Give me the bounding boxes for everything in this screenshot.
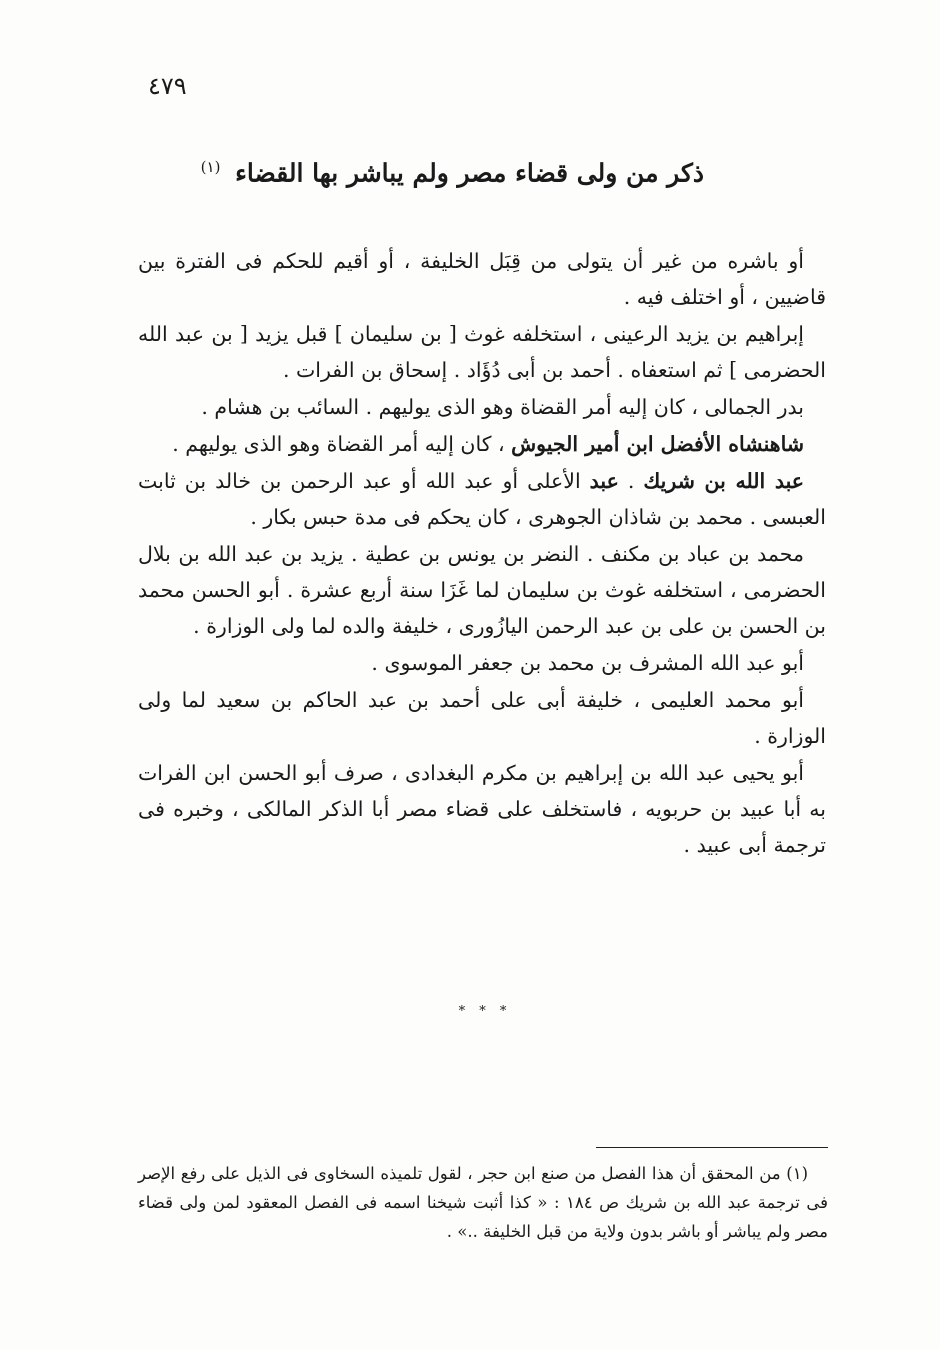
- page-number: ٤٧٩: [148, 72, 187, 100]
- text-run: إبراهيم بن يزيد الرعينى ، استخلفه غوث [ بن سليمان ] قبل يزيد [ بن عبد الله الحضرمى ] ثم استعفاه . أحمد بن أبى دُؤَاد . إسحاق بن الفرات .: [138, 322, 826, 382]
- text-run: ، كان إليه أمر القضاة وهو الذى يوليهم .: [172, 432, 512, 456]
- text-run: بدر الجمالى ، كان إليه أمر القضاة وهو الذى يوليهم . السائب بن هشام .: [201, 395, 804, 419]
- text-run: أبو عبد الله المشرف بن محمد بن جعفر الموسوى .: [371, 651, 804, 675]
- body-paragraph: [138, 389, 826, 425]
- chapter-heading: [201, 158, 704, 187]
- footnote-text: (١) من المحقق أن هذا الفصل من صنع ابن حجر ، لقول تلميذه السخاوى فى الذيل على رفع الإصر فى ترجمة عبد الله بن شريك ص ١٨٤ : « كذا أثبت شيخنا اسمه فى الفصل المعقود لمن ولى قضاء مصر ولم يباشر أو باشر بدون ولاية من قبل الخليفة ..» .: [138, 1164, 828, 1241]
- bold-name-run: عبد الله بن شريك: [643, 469, 804, 493]
- body-paragraph: [138, 645, 826, 681]
- bold-name-run: عبد: [589, 469, 619, 493]
- text-run: أبو محمد العليمى ، خليفة أبى على أحمد بن عبد الحاكم بن سعيد لما ولى الوزارة .: [138, 688, 826, 748]
- footnote-reference[interactable]: (١): [200, 158, 221, 176]
- body-paragraph: [138, 755, 826, 863]
- footnote-divider: [596, 1147, 828, 1148]
- footnote: [138, 1159, 828, 1246]
- text-run: الأعلى أو عبد الله أو عبد الرحمن بن خالد بن ثابت العبسى . محمد بن شاذان الجوهرى ، كان يحكم فى مدة حبس بكار .: [138, 469, 826, 529]
- body-paragraph: [138, 316, 826, 388]
- text-run: محمد بن عباد بن مكنف . النضر بن يونس بن عطية . يزيد بن عبد الله بن بلال الحضرمى ، استخلفه غوث بن سليمان لما غَزَا سنة أربع عشرة . أبو الحسن محمد بن الحسن بن على بن عبد الرحمن اليازُورى ، خليفة والده لما ولى الوزارة .: [138, 542, 826, 638]
- body-paragraph: [138, 682, 826, 754]
- body-paragraph: [138, 243, 826, 315]
- chapter-heading-title: ذكر من ولى قضاء مصر ولم يباشر بها القضاء: [235, 158, 704, 188]
- text-run: أبو يحيى عبد الله بن إبراهيم بن مكرم البغدادى ، صرف أبو الحسن ابن الفرات به أبا عبيد بن حربويه ، فاستخلف على قضاء مصر أبا الذكر المالكى ، وخبره فى ترجمة أبى عبيد .: [138, 761, 826, 857]
- body-paragraph: [138, 426, 826, 462]
- text-run: أو باشره من غير أن يتولى من قِبَل الخليفة ، أو أقيم للحكم فى الفترة بين قاضيين ، أو اختلف فيه .: [138, 249, 826, 309]
- body-paragraph: [138, 536, 826, 644]
- body-paragraph: [138, 463, 826, 535]
- section-separator: * * *: [458, 1004, 512, 1019]
- text-run: .: [618, 469, 644, 493]
- bold-name-run: شاهنشاه الأفضل ابن أمير الجيوش: [511, 432, 804, 456]
- body-text: [138, 243, 826, 864]
